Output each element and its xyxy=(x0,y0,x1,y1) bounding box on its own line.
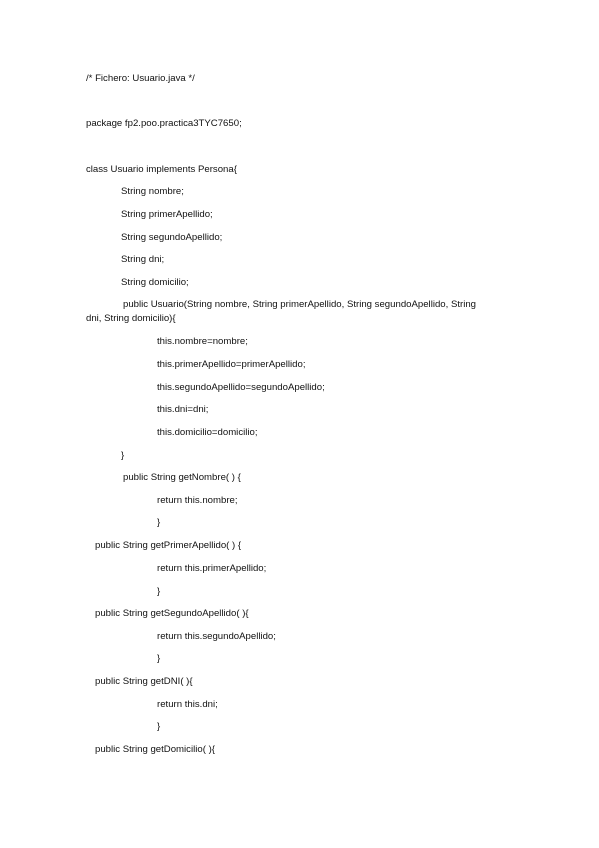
assign-segundo-apellido: this.segundoApellido=segundoApellido; xyxy=(157,382,325,393)
field-primer-apellido: String primerApellido; xyxy=(121,209,213,220)
assign-domicilio: this.domicilio=domicilio; xyxy=(157,427,258,438)
assign-dni: this.dni=dni; xyxy=(157,404,209,415)
constructor-close-brace: } xyxy=(121,450,125,461)
return-dni: return this.dni; xyxy=(157,699,218,710)
method-get-primer-apellido: public String getPrimerApellido( ) { xyxy=(95,540,242,551)
return-nombre: return this.nombre; xyxy=(157,495,238,506)
constructor-signature-line-1: public Usuario(String nombre, String primerApellido, String segundoApellido, String xyxy=(123,299,477,310)
method-get-domicilio: public String getDomicilio( ){ xyxy=(95,744,215,755)
get-dni-close-brace: } xyxy=(157,721,161,732)
file-header-comment: /* Fichero: Usuario.java */ xyxy=(86,73,195,84)
assign-nombre: this.nombre=nombre; xyxy=(157,336,248,347)
constructor-signature-line-2: dni, String domicilio){ xyxy=(86,313,176,324)
field-domicilio: String domicilio; xyxy=(121,277,189,288)
get-segundo-apellido-close-brace: } xyxy=(157,653,161,664)
method-get-dni: public String getDNI( ){ xyxy=(95,676,193,687)
field-segundo-apellido: String segundoApellido; xyxy=(121,232,223,243)
get-nombre-close-brace: } xyxy=(157,517,161,528)
return-segundo-apellido: return this.segundoApellido; xyxy=(157,631,276,642)
method-get-nombre: public String getNombre( ) { xyxy=(123,472,241,483)
get-primer-apellido-close-brace: } xyxy=(157,586,161,597)
return-primer-apellido: return this.primerApellido; xyxy=(157,563,267,574)
package-declaration: package fp2.poo.practica3TYC7650; xyxy=(86,118,242,129)
field-dni: String dni; xyxy=(121,254,165,265)
method-get-segundo-apellido: public String getSegundoApellido( ){ xyxy=(95,608,249,619)
assign-primer-apellido: this.primerApellido=primerApellido; xyxy=(157,359,306,370)
field-nombre: String nombre; xyxy=(121,186,184,197)
class-declaration: class Usuario implements Persona{ xyxy=(86,164,237,175)
